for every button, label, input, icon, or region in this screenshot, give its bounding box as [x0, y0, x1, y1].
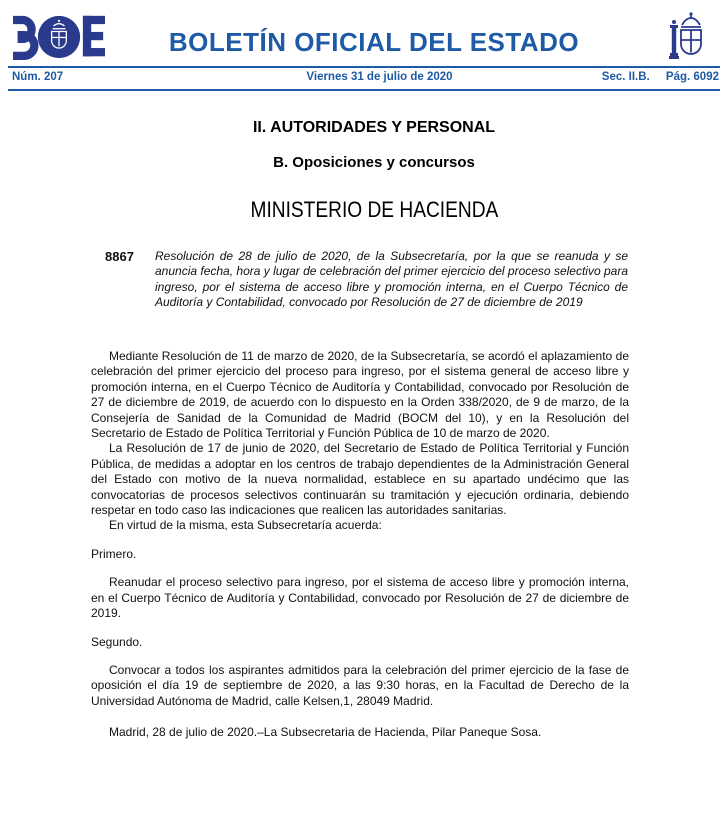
- item-number: 8867: [105, 249, 134, 264]
- page-ref: Pág. 6092: [665, 71, 719, 83]
- section-label: Primero.: [91, 546, 137, 561]
- subsection-heading: B. Oposiciones y concursos: [273, 154, 475, 171]
- body-paragraph: La Resolución de 17 de junio de 2020, del Secretario de Estado de Política Territorial y Función Pública, de medidas a adoptar en los centros de trabajo dependientes de la Administración General del Estado con motivo de la nueva normalidad, establece en su apartado undécimo que las convocatorias de procesos selectivos continuarán su tramitación y ejecución ordinaria, debiendo respetar en todo caso las indicaciones que realicen las autoridades sanitarias.: [91, 441, 629, 518]
- signature-line: Madrid, 28 de julio de 2020.–La Subsecretaria de Hacienda, Pilar Paneque Sosa.: [109, 725, 542, 740]
- body-paragraph: Mediante Resolución de 11 de marzo de 2020, de la Subsecretaría, se acordó el aplazamiento de celebración del primer ejercicio del proceso para ingreso, por el sistema general de acceso libre y promoción interna, en el Cuerpo Técnico de Auditoría y Contabilidad, convocado por Resolución de 27 de diciembre de 2019, de acuerdo con lo dispuesto en la Orden 338/2020, de 9 de marzo, de la Consejería de Sanidad de la Comunidad de Madrid (BOCM del 10), y en la Resolución del Secretario de Estado de Política Territorial y Función Pública de 10 de marzo de 2020.: [91, 349, 629, 441]
- body-paragraph: En virtud de la misma, esta Subsecretaría acuerda:: [109, 518, 382, 533]
- masthead-title: BOLETÍN OFICIAL DEL ESTADO: [168, 27, 580, 57]
- section-ref: Sec. II.B.: [601, 71, 650, 83]
- body-paragraph: Reanudar el proceso selectivo para ingreso, por el sistema de acceso libre y promoción interna, en el Cuerpo Técnico de Auditoría y Contabilidad, convocado por Resolución de 27 de diciembre de 2019.: [91, 575, 629, 621]
- spain-coat-of-arms-icon: [668, 11, 714, 65]
- resolution-body: [91, 349, 629, 741]
- announcement-item: [105, 249, 628, 311]
- section-label: Segundo.: [91, 634, 143, 649]
- section-page-ref: [602, 71, 719, 83]
- issue-date: Viernes 31 de julio de 2020: [306, 71, 453, 83]
- body-paragraph: Convocar a todos los aspirantes admitidos para la celebración del primer ejercicio de la fase de oposición el día 19 de septiembre de 2020, a las 9:30 horas, en la Facultad de Derecho de la Universidad Autónoma de Madrid, calle Kelsen,1, 28049 Madrid.: [91, 662, 629, 708]
- issue-number: Núm. 207: [12, 71, 64, 83]
- section-heading: II. AUTORIDADES Y PERSONAL: [252, 119, 496, 136]
- ministry-heading: [14, 197, 720, 223]
- header-rule-top: [8, 66, 720, 68]
- header-rule-bottom: [8, 89, 720, 91]
- item-summary: Resolución de 28 de julio de 2020, de la Subsecretaría, por la que se reanuda y se anuncia fecha, hora y lugar de celebración del primer ejercicio del proceso selectivo para ingreso, por el sistema de acceso libre y promoción interna, en el Cuerpo Técnico de Auditoría y Contabilidad, convocado por Resolución de 27 de diciembre de 2019: [155, 249, 628, 310]
- header-bar: [12, 71, 719, 87]
- ministry-heading-text: MINISTERIO DE HACIENDA: [250, 197, 498, 222]
